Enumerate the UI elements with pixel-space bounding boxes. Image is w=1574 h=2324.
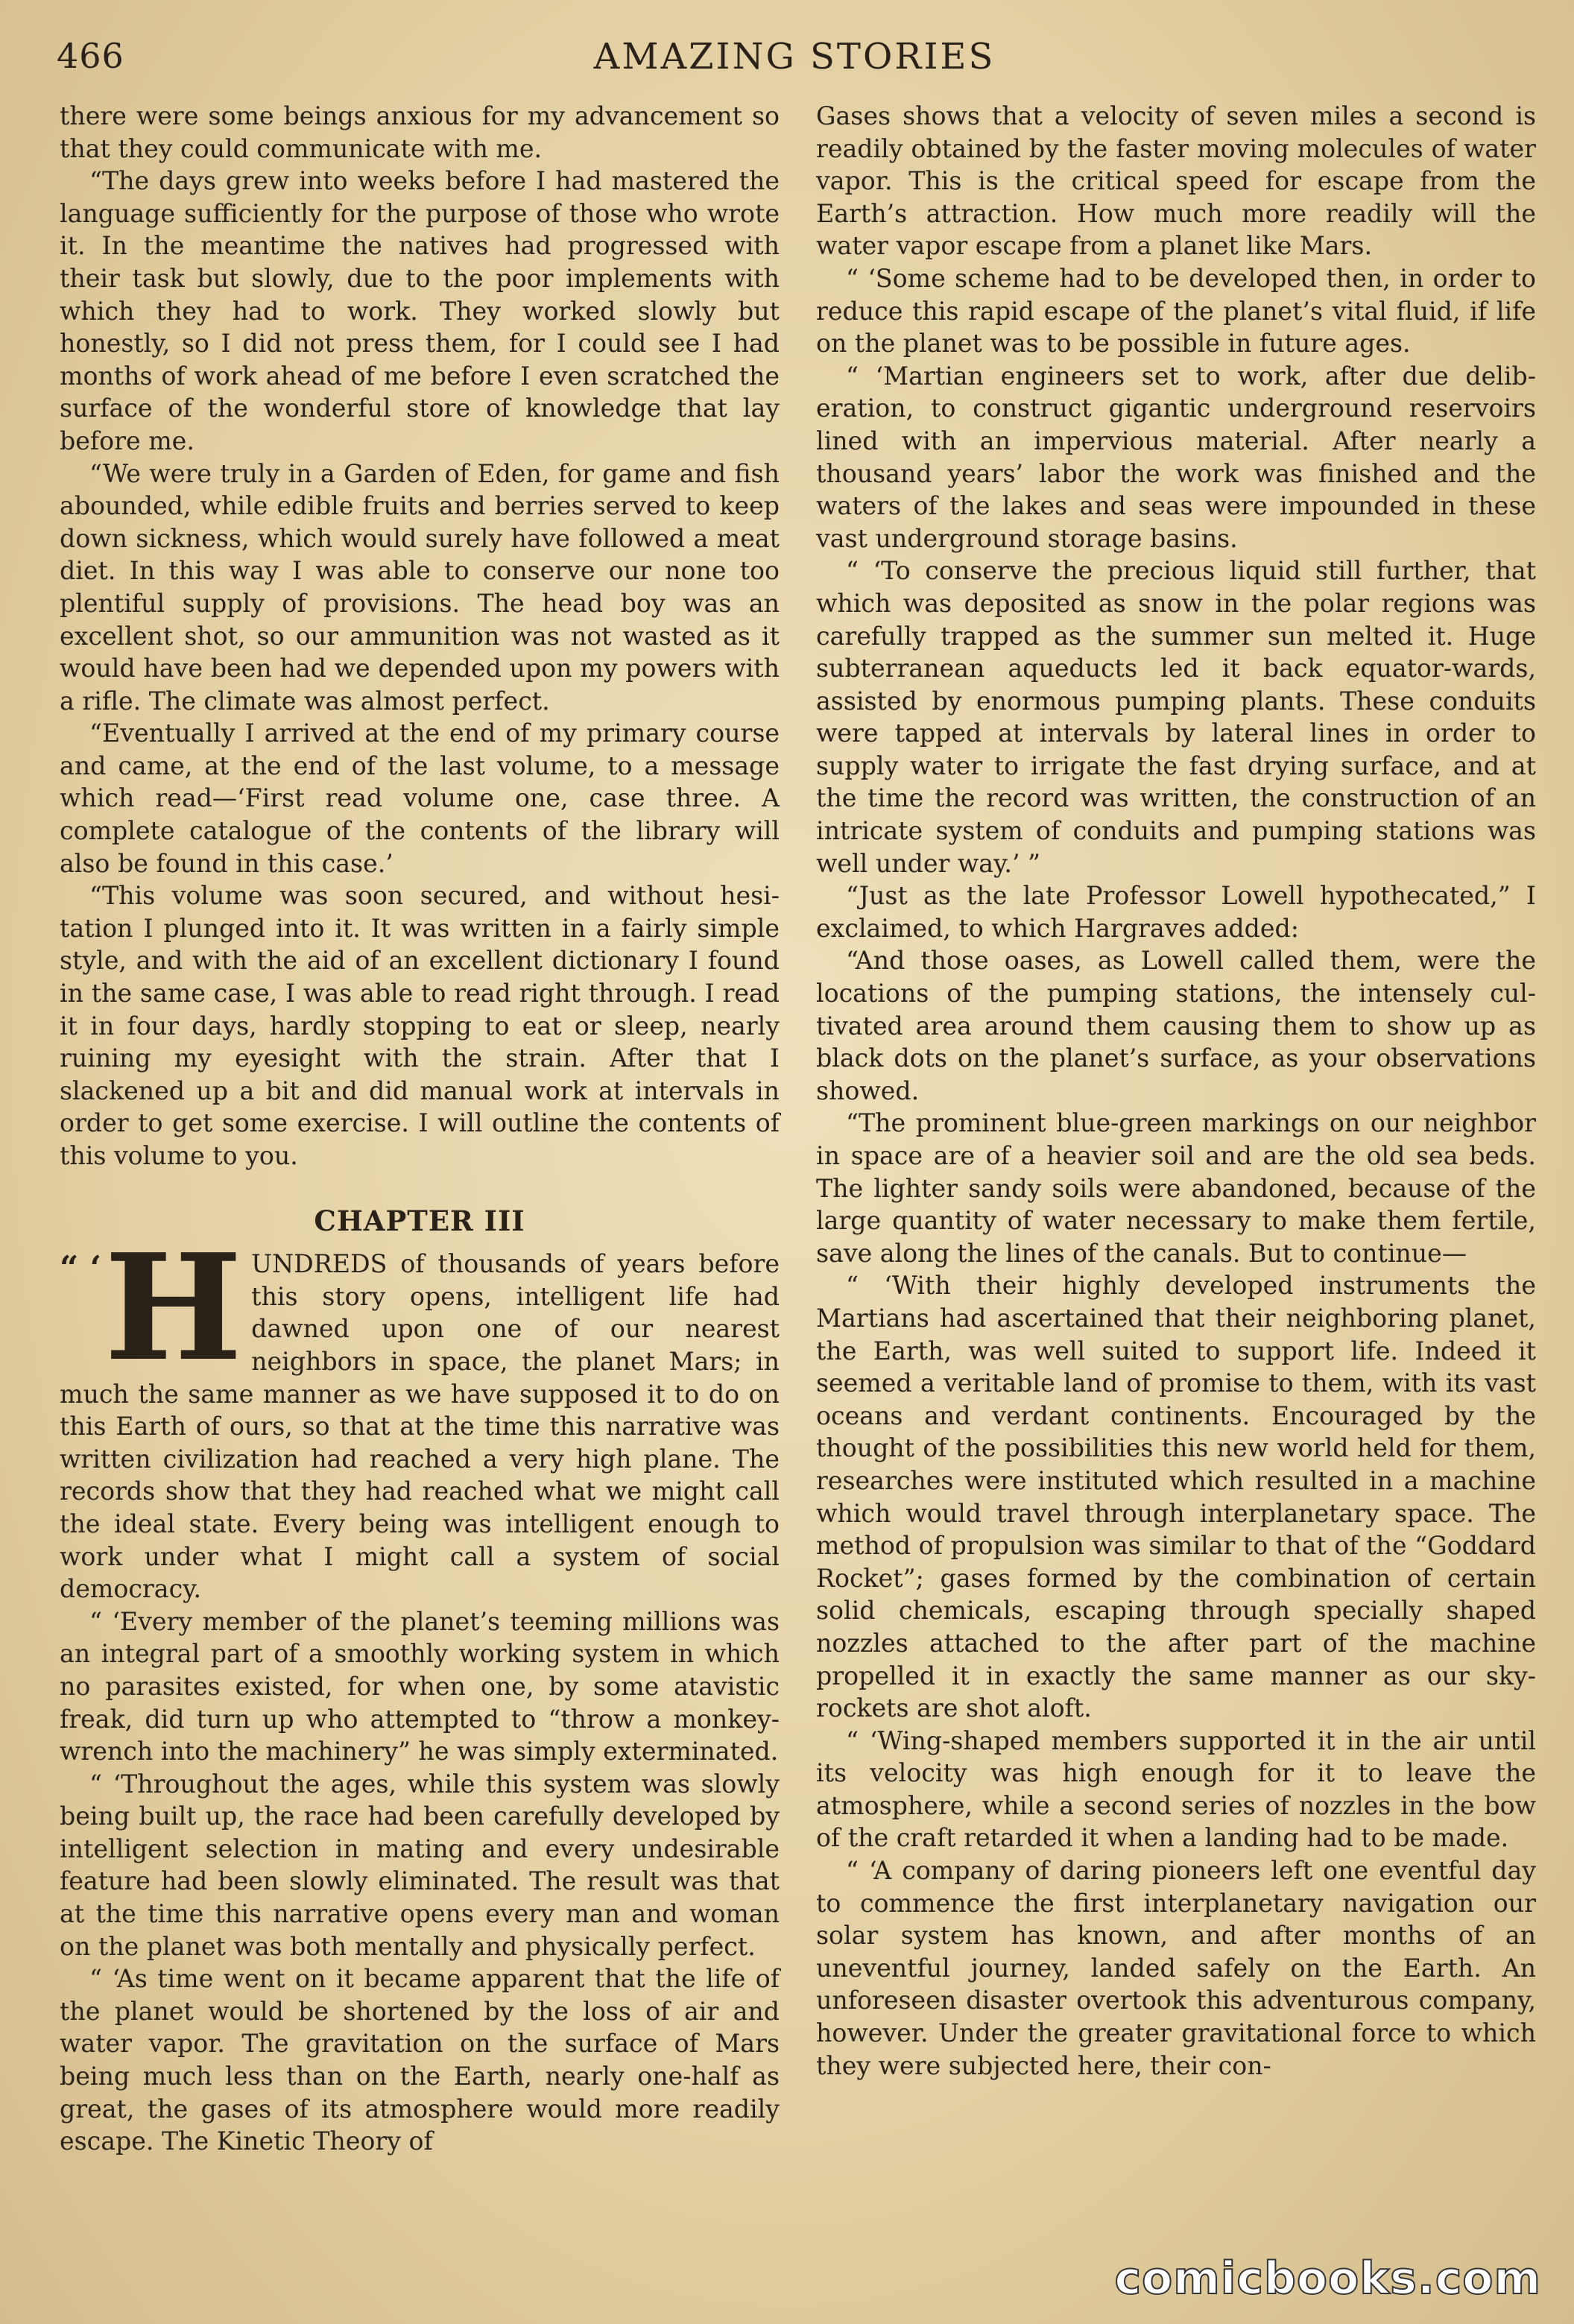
paragraph: “The days grew into weeks before I had mastered the language sufficiently for the purpose of those who wrote it. In the meantime the natives had progressed with their task but slowly, due to the poor implements with which they had to work. They worked slowly but honestly, so I did not press them, for I could see I had months of work ahead of me before I even scratched the surface of the wonderful store of knowledge that lay before me. [60, 166, 780, 455]
paragraph: “Just as the late Professor Lowell hypothecated,” I exclaimed, to which Hargraves added: [816, 881, 1536, 943]
chapter-title: CHAPTER III [314, 1204, 525, 1237]
paragraph: “ ‘With their highly developed instruments the Martians had ascertained that their neighboring planet, the Earth, was well suited to support life. Indeed it seemed a veritable land of promise to them, with its vast oceans and verdant continents. Encouraged by the thought of the possibilities this new world held for them, researches were instituted which resulted in a machine which would travel through interplanetary space. The method of propulsion was similar to that of the “Goddard Rocket”; gases formed by the combination of certain solid chemicals, escaping through specially shaped nozzles attached to the after part of the machine propelled it in exactly the same manner as our skyrockets are shot aloft. [816, 1271, 1536, 1723]
paragraph: “ ‘To conserve the precious liquid still further, that which was deposited as snow in the polar regions was carefully trapped as the summer sun melted it. Huge subterranean aqueducts led it back equator-wards, assisted by enormous pumping plants. These conduits were tapped at intervals by lateral lines in order to supply water to irrigate the fast drying surface, and at the time the record was written, the construction of an intricate system of conduits and pumping stations was well under way.’ ” [816, 556, 1536, 878]
paragraph: “ ‘A company of daring pioneers left one eventful day to commence the first interplanetary navigation our solar system has known, and after months of an uneventful journey, landed safely on the Earth. An unforeseen disaster overtook this adventurous company, however. Under the greater gravitational force to which they were subjected here, their con- [816, 1856, 1536, 2080]
paragraph: “ ‘Martian engineers set to work, after due deliberation, to construct gigantic underground reservoirs lined with an impervious material. After nearly a thousand years’ labor the work was finished and the waters of the lakes and seas were impounded in these vast underground storage basins. [816, 361, 1536, 553]
paragraph: “ ‘Wing-shaped members supported it in the air until its velocity was high enough for it to leave the atmosphere, while a second series of nozzles in the bow of the craft retarded it when a landing had to be made. [816, 1725, 1536, 1853]
left-column [60, 100, 780, 2158]
magazine-title: AMAZING STORIES [593, 36, 996, 78]
page-number: 466 [57, 36, 124, 76]
paragraph: “The prominent blue-green markings on our neighbor in space are of a heavier soil and are the old sea beds. The lighter sandy soils were abandoned, because of the large quantity of water necessary to make them fertile, save along the lines of the canals. But to continue— [816, 1108, 1536, 1268]
page-header [57, 36, 1532, 83]
paragraph: “And those oases, as Lowell called them, were the locations of the pumping stations, the intensely cultivated area around them causing them to show up as black dots on the planet’s surface, as your observations showed. [816, 946, 1536, 1105]
right-column [816, 100, 1536, 2082]
paragraph: “ ‘Some scheme had to be developed then, in order to reduce this rapid escape of the planet’s vital fluid, if life on the planet was to be possible in future ages. [816, 263, 1536, 359]
chapter-opening-text: UNDREDS of thousands of years before this story opens, intelligent life had dawned upon one of our nearest neighbors in space, the planet Mars; in much the same manner as we have supposed it to do on this Earth of ours, so that at the time this narrative was written civilization had reached a very high plane. The records show that they had reached what we might call the ideal state. Every being was intelligent enough to work under what I might call a system of social democracy. [60, 1249, 780, 1604]
paragraph: “This volume was soon secured, and without hesitation I plunged into it. It was written in a fairly simple style, and with the aid of an excellent dictionary I found in the same case, I was able to read right through. I read it in four days, hardly stopping to eat or sleep, nearly ruining my eyesight with the strain. After that I slackened up a bit and did manual work at intervals in order to get some exercise. I will outline the contents of this volume to you. [60, 881, 780, 1170]
paragraph: Gases shows that a velocity of seven miles a second is readily obtained by the faster moving molecules of water vapor. This is the critical speed for escape from the Earth’s attraction. How much more readily will the water vapor escape from a planet like Mars. [816, 101, 1536, 261]
drop-quote: “ ‘ [60, 1249, 101, 1288]
paragraph: there were some beings anxious for my advancement so that they could communicate with me. [60, 101, 780, 163]
paragraph: “ ‘As time went on it became apparent that the life of the planet would be shortened by the loss of air and water vapor. The gravitation on the surface of Mars being much less than on the Earth, nearly one-half as great, the gases of its atmosphere would more readily escape. The Kinetic Theory of [60, 1964, 780, 2156]
paragraph: “Eventually I arrived at the end of my primary course and came, at the end of the last volume, to a message which read—‘First read volume one, case three. A complete catalogue of the contents of the library will also be found in this case.’ [60, 719, 780, 878]
paragraph: “We were truly in a Garden of Eden, for game and fish abounded, while edible fruits and berries served to keep down sickness, which would surely have followed a meat diet. In this way I was able to conserve our none too plentiful supply of provisions. The head boy was an excellent shot, so our ammunition was not wasted as it would have been had we depended upon my powers with a rifle. The climate was almost perfect. [60, 458, 780, 716]
drop-cap: H [104, 1222, 243, 1395]
site-watermark: comicbooks.com [1114, 2252, 1541, 2305]
chapter-opening-paragraph [60, 1222, 780, 1605]
paragraph: “ ‘Throughout the ages, while this system was slowly being built up, the race had been carefully developed by intelligent selection in mating and every undesirable feature had been slowly eliminated. The result was that at the time this narrative opens every man and woman on the planet was both mentally and physically perfect. [60, 1769, 780, 1961]
paragraph: “ ‘Every member of the planet’s teeming millions was an integral part of a smoothly working system in which no parasites existed, for when one, by some atavistic freak, did turn up who attempted to “throw a monkey-wrench into the machinery” he was simply exterminated. [60, 1606, 780, 1766]
